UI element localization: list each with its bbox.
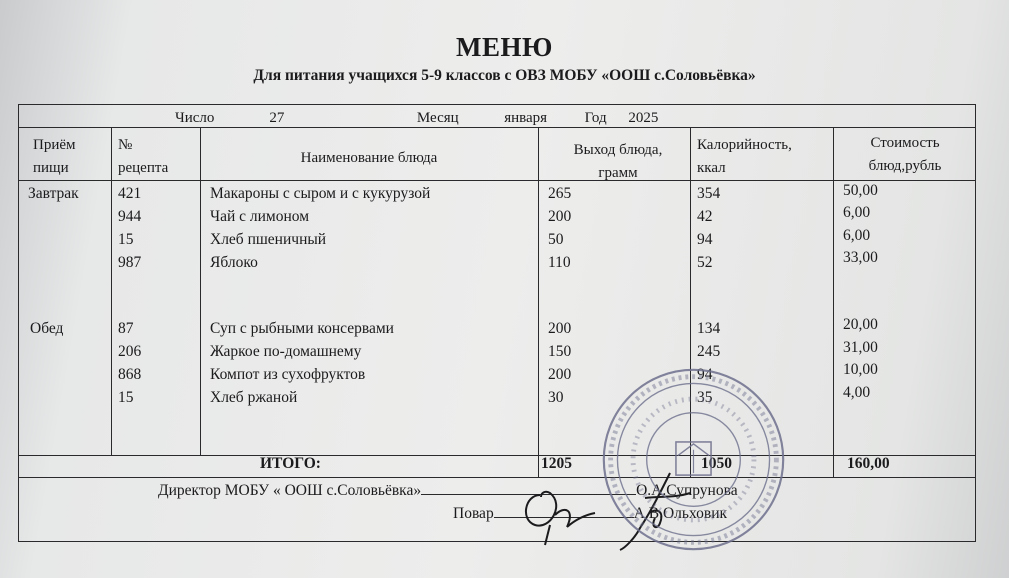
yield-cell: 200: [548, 320, 572, 337]
yield-cell: 200: [548, 366, 572, 383]
dish-cell: Макароны с сыром и с кукурузой: [210, 185, 431, 202]
cost-cell: 20,00: [843, 316, 878, 333]
header-recipe: № рецепта: [118, 137, 169, 176]
meal-name: Завтрак: [28, 185, 79, 202]
recipe-cell: 868: [118, 366, 142, 383]
recipe-cell: 15: [118, 389, 134, 406]
director-name: О.А.Супрунова: [636, 482, 738, 499]
yield-cell: 30: [548, 389, 564, 406]
recipe-cell: 944: [118, 208, 142, 225]
cost-cell: 6,00: [843, 204, 871, 221]
header-dish: Наименование блюда: [300, 150, 438, 166]
calories-cell: 42: [697, 208, 713, 225]
yield-cell: 150: [548, 343, 572, 360]
yield-cell: 200: [548, 208, 572, 225]
calories-cell: 134: [697, 320, 721, 337]
month-label: Месяц: [416, 110, 459, 126]
yield-cell: 265: [548, 185, 572, 202]
totals-label: ИТОГО:: [260, 455, 321, 472]
calories-cell: 245: [697, 343, 721, 360]
header-cost: Стоимость блюд,рубль: [868, 135, 942, 174]
cook-name: А.В.Ольховик: [633, 505, 728, 522]
cost-cell: 31,00: [843, 339, 878, 356]
dish-cell: Хлеб пшеничный: [210, 231, 327, 248]
totals-yield: 1205: [541, 455, 572, 472]
year-value: 2025: [610, 110, 774, 128]
cost-cell: 33,00: [843, 249, 878, 266]
cost-cell: 4,00: [843, 384, 871, 401]
recipe-cell: 206: [118, 343, 142, 360]
dish-cell: Жаркое по-домашнему: [210, 343, 362, 360]
day-value: 27: [214, 110, 339, 128]
dish-cell: Суп с рыбными консервами: [210, 320, 394, 337]
col-divider-3: [538, 127, 539, 477]
cost-cell: 10,00: [843, 361, 878, 378]
meal-name: Обед: [30, 320, 64, 337]
yield-cell: 110: [548, 254, 571, 271]
dish-cell: Яблоко: [210, 254, 258, 271]
header-meal: Приём пищи: [33, 137, 76, 176]
calories-cell: 94: [697, 366, 713, 383]
totals-cost: 160,00: [847, 455, 890, 472]
dish-cell: Чай с лимоном: [210, 208, 310, 225]
totals-calories: 1050: [701, 455, 732, 472]
calories-cell: 35: [697, 389, 713, 406]
year-label: Год: [584, 110, 607, 126]
document-subtitle: Для питания учащихся 5-9 классов с ОВЗ МОБУ «ООШ с.Соловьёвка»: [253, 67, 756, 84]
col-divider-5: [833, 127, 834, 477]
header-yield: Выход блюда, грамм: [573, 142, 663, 181]
dish-cell: Хлеб ржаной: [210, 389, 298, 406]
header-calories: Калорийность, ккал: [697, 137, 792, 176]
cook-label: Повар: [453, 505, 494, 522]
calories-cell: 94: [697, 231, 713, 248]
recipe-cell: 987: [118, 254, 142, 271]
month-value: января: [504, 110, 548, 126]
cost-cell: 50,00: [843, 182, 878, 199]
dish-cell: Компот из сухофруктов: [210, 366, 366, 383]
calories-cell: 52: [697, 254, 713, 271]
cost-cell: 6,00: [843, 227, 871, 244]
document-title: МЕНЮ: [456, 32, 553, 62]
date-line: [175, 110, 774, 128]
yield-cell: 50: [548, 231, 564, 248]
recipe-cell: 421: [118, 185, 142, 202]
col-divider-1: [111, 127, 112, 455]
col-divider-2: [200, 127, 201, 455]
director-label: Директор МОБУ « ООШ с.Соловьёвка»: [158, 482, 422, 499]
calories-cell: 354: [697, 185, 721, 202]
recipe-cell: 15: [118, 231, 134, 248]
totals-bottom-divider: [18, 477, 976, 478]
day-label: Число: [175, 110, 215, 126]
official-seal-stamp: [596, 362, 791, 557]
recipe-cell: 87: [118, 320, 134, 337]
